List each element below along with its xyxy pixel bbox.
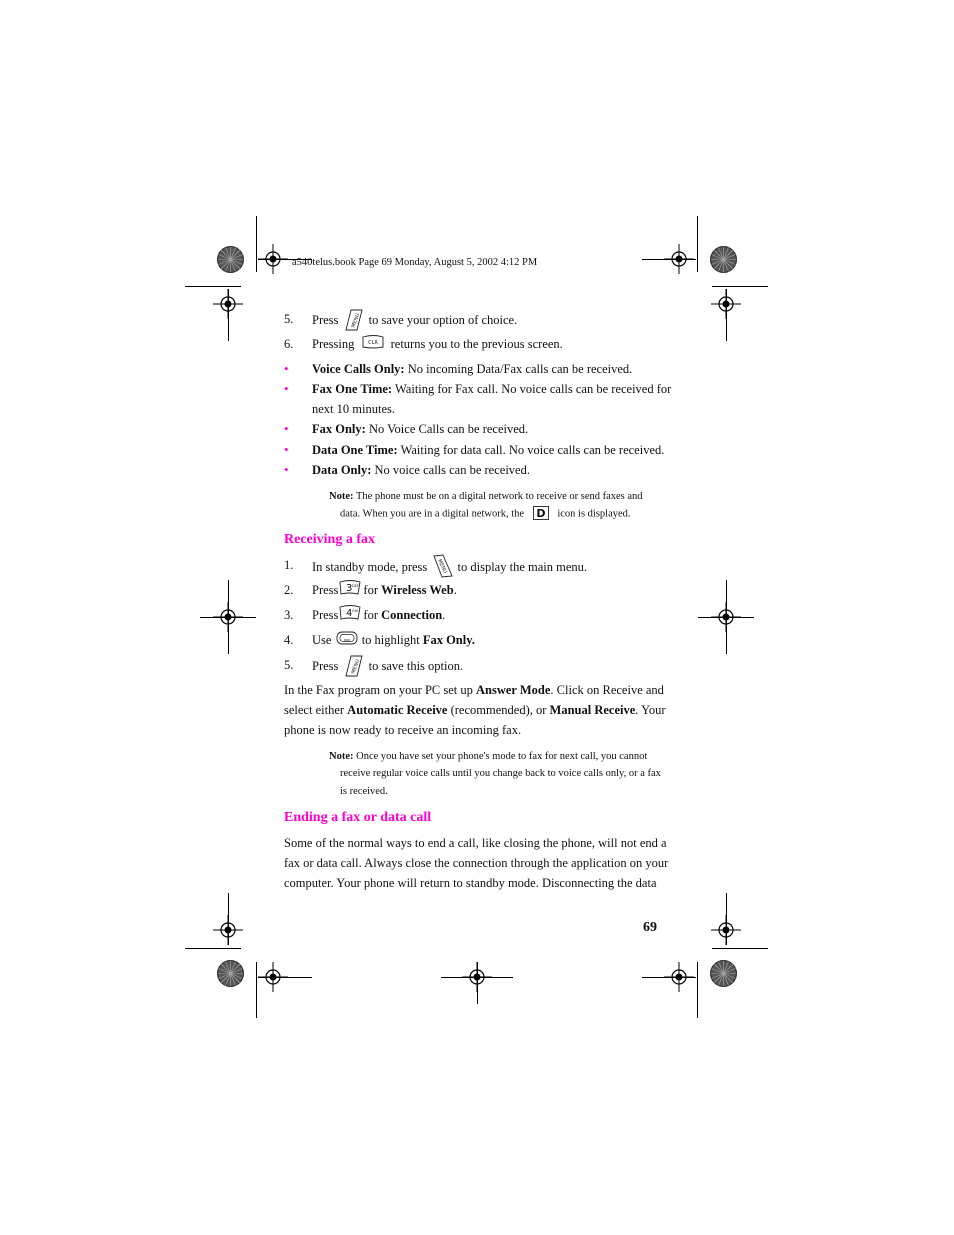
step-text-bold: Wireless Web <box>381 583 454 597</box>
bullet-item <box>284 462 530 478</box>
note-text: The phone must be on a digital network to receive or send faxes and <box>355 491 643 502</box>
note-label: Note: <box>329 491 354 502</box>
svg-text:MENU: MENU <box>350 312 361 329</box>
step-text-bold: Fax Only. <box>422 633 475 647</box>
note-line <box>329 750 647 764</box>
crop-line <box>697 216 698 272</box>
step-item <box>284 557 588 575</box>
crop-line <box>712 286 768 287</box>
step-text-before: Use <box>312 633 332 647</box>
step-item <box>284 632 475 648</box>
step-number: 5. <box>284 312 294 326</box>
step-text-after: to display the main menu. <box>457 559 588 574</box>
step-text-after: to save your option of choice. <box>368 312 518 327</box>
crop-line <box>256 216 257 272</box>
paragraph-line: computer. Your phone will return to standby mode. Disconnecting the data <box>284 876 657 890</box>
step-text-before: Press <box>312 312 339 327</box>
note-text: data. When you are in a digital network, the <box>340 508 525 520</box>
key-4-label: 4 <box>346 608 353 620</box>
starburst-mark-icon <box>710 960 737 987</box>
bullet-desc: Waiting for Fax call. No voice calls can be received for <box>395 382 672 396</box>
bullet-item <box>284 421 529 437</box>
step-text-after: returns you to the previous screen. <box>390 337 563 351</box>
bullet-term: Fax Only: <box>312 422 366 436</box>
clr-key-label: CLR <box>367 340 378 347</box>
bullet-term: Voice Calls Only: <box>312 362 405 376</box>
crop-line <box>477 962 478 1004</box>
paragraph-text: . Click on Receive and <box>550 683 664 697</box>
section-heading: Ending a fax or data call <box>284 810 432 825</box>
bullet-dot-icon: • <box>284 421 289 436</box>
crop-line <box>726 580 727 654</box>
bullet-dot-icon: • <box>284 442 289 457</box>
key-3-label: 3 <box>346 583 353 595</box>
step-number: 4. <box>284 633 294 647</box>
step-text-before: In standby mode, press <box>312 559 428 574</box>
note-line: is received. <box>340 786 388 797</box>
bullet-desc: No voice calls can be received. <box>374 463 530 477</box>
crop-line <box>697 962 698 1018</box>
crop-line <box>256 962 257 1018</box>
paragraph-line: Some of the normal ways to end a call, like closing the phone, will not end a <box>284 836 667 850</box>
book-header: a540telus.book Page 69 Monday, August 5, 2002 4:12 PM <box>292 257 538 268</box>
bullet-term: Fax One Time: <box>312 382 393 396</box>
paragraph-text: In the Fax program on your PC set up <box>284 683 473 697</box>
navigation-key-icon <box>336 630 358 646</box>
key-4-icon <box>339 604 361 620</box>
crop-line <box>258 977 312 978</box>
paragraph-text: (recommended), or <box>450 703 547 717</box>
starburst-mark-icon <box>217 246 244 273</box>
paragraph-line <box>284 682 664 698</box>
step-item <box>284 311 518 329</box>
bullet-item <box>284 381 672 397</box>
step-text-before: Pressing <box>312 337 355 351</box>
step-text <box>312 336 563 352</box>
step-text-mid: for <box>363 608 378 622</box>
menu-ok-key-icon <box>345 655 363 675</box>
crop-line <box>228 289 229 341</box>
step-text-after: to save this option. <box>368 658 464 673</box>
step-text-before: Press <box>312 608 339 622</box>
step-number: 5. <box>284 658 294 672</box>
paragraph-line <box>284 702 666 718</box>
step-number: 3. <box>284 608 294 622</box>
bullet-dot-icon: • <box>284 361 289 376</box>
menu-ok-key-icon <box>345 309 363 329</box>
step-text-mid: to highlight <box>361 633 420 647</box>
key-3-sub-label: DEF <box>352 584 360 589</box>
step-text-before: Press <box>312 583 339 597</box>
note-line <box>329 490 643 504</box>
svg-text:MENU: MENU <box>350 658 361 675</box>
step-item <box>284 607 446 623</box>
bullet-continuation: next 10 minutes. <box>312 402 395 416</box>
paragraph-text: select either <box>284 703 345 717</box>
paragraph-text: . Your <box>635 703 666 717</box>
step-text-end: . <box>442 608 446 622</box>
note-label: Note: <box>329 751 354 762</box>
crop-line <box>642 259 696 260</box>
bullet-dot-icon: • <box>284 462 289 477</box>
crop-line <box>726 893 727 945</box>
bullet-desc: No incoming Data/Fax calls can be received. <box>407 362 633 376</box>
paragraph-bold: Answer Mode <box>476 683 551 697</box>
bullet-item <box>284 361 633 377</box>
paragraph-bold: Manual Receive <box>549 703 636 717</box>
digital-network-icon <box>533 506 549 520</box>
crop-line <box>228 580 229 654</box>
step-text <box>312 311 517 331</box>
note-line <box>340 507 631 521</box>
step-item <box>284 582 457 598</box>
svg-text:MENU: MENU <box>436 558 449 575</box>
crop-line <box>642 977 696 978</box>
paragraph-line: fax or data call. Always close the connection through the application on your <box>284 856 669 870</box>
clr-key-icon <box>361 335 385 349</box>
bullet-dot-icon: • <box>284 381 289 396</box>
crop-line <box>726 289 727 341</box>
step-item <box>284 336 563 352</box>
paragraph-line: phone is now ready to receive an incoming fax. <box>284 723 522 737</box>
bullet-item <box>284 442 665 458</box>
step-number: 1. <box>284 558 294 572</box>
bullet-desc: Waiting for data call. No voice calls can be received. <box>400 443 665 457</box>
crop-line <box>228 893 229 945</box>
step-text-before: Press <box>312 658 339 673</box>
bullet-desc: No Voice Calls can be received. <box>368 422 529 436</box>
bullet-term: Data One Time: <box>312 443 398 457</box>
step-text-mid: for <box>363 583 378 597</box>
starburst-mark-icon <box>217 960 244 987</box>
note-text: Once you have set your phone's mode to fax for next call, you cannot <box>356 751 648 762</box>
menu-ok-key-icon <box>431 554 453 576</box>
key-4-sub-label: GHI <box>352 609 359 614</box>
step-text-bold: Connection <box>381 608 443 622</box>
crop-line <box>185 948 241 949</box>
paragraph-bold: Automatic Receive <box>347 703 448 717</box>
page-number: 69 <box>643 920 657 935</box>
digital-network-icon-letter: D <box>536 507 546 520</box>
note-text: icon is displayed. <box>557 508 631 520</box>
crop-line <box>185 286 241 287</box>
step-number: 6. <box>284 337 294 351</box>
note-line: receive regular voice calls until you change back to voice calls only, or a fax <box>340 768 661 779</box>
starburst-mark-icon <box>710 246 737 273</box>
step-number: 2. <box>284 583 294 597</box>
section-heading: Receiving a fax <box>284 532 375 547</box>
key-3-icon <box>339 579 361 595</box>
step-item <box>284 657 464 675</box>
bullet-term: Data Only: <box>312 463 372 477</box>
step-text-end: . <box>453 583 457 597</box>
crop-line <box>712 948 768 949</box>
